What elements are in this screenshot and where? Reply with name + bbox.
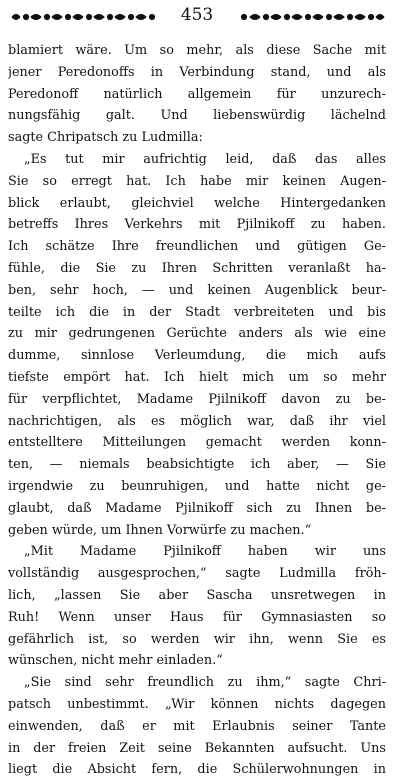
text-line: „Es tut mir aufrichtig leid, daß das alles [24, 151, 386, 167]
text-line: sagte Chripatsch zu Ludmilla: [8, 130, 203, 146]
text-line: blick erlaubt, gleichviel welche Hintergedanken [8, 195, 386, 211]
text-line: dumme, sinnlose Verleumdung, die mich aufs [8, 348, 386, 364]
text-line: nungsfähig galt. Und liebenswürdig lächelnd [8, 108, 386, 124]
text-line: ben, sehr hoch, — und keinen Augenblick beur- [8, 282, 386, 298]
text-line: „Sie sind sehr freundlich zu ihm,“ sagte Chri- [24, 675, 386, 691]
text-line: Ruh! Wenn unser Haus für Gymnasiasten so [8, 609, 386, 625]
text-line: blamiert wäre. Um so mehr, als diese Sache mit [8, 43, 386, 58]
text-line: liegt die Absicht fern, die Schülerwohnungen in [8, 762, 386, 778]
text-line: gefährlich ist, so werden wir ihn, wenn Sie es [8, 631, 386, 647]
page-header [8, 4, 386, 28]
ornament-right-icon [236, 12, 386, 22]
text-line: Ich schätze Ihre freundlichen und gütigen Ge- [8, 239, 386, 255]
text-line: entstelltere Mitteilungen gemacht werden konn- [8, 435, 386, 451]
text-line: für verpflichtet, Madame Pjilnikoff davon zu be- [8, 391, 386, 407]
text-line: einwenden, daß er mit Erlaubnis seiner Tante [8, 718, 386, 734]
text-line: lich, „lassen Sie aber Sascha unsretwegen in [8, 587, 386, 603]
body-text [8, 40, 386, 781]
text-line: tiefste empört hat. Ich hielt mich um so mehr [8, 369, 386, 385]
text-line: nachrichtigen, als es möglich war, daß ihr viel [8, 413, 386, 429]
text-line: glaubt, daß Madame Pjilnikoff sich zu Ihnen be- [8, 500, 386, 516]
text-line: teilte ich die in der Stadt verbreiteten und bis [8, 304, 386, 320]
text-line: patsch unbestimmt. „Wir können nichts dagegen [8, 696, 386, 712]
text-line: in der freien Zeit seine Bekannten aufsucht. Uns [8, 740, 386, 756]
text-line: wünschen, nicht mehr einladen.“ [8, 653, 223, 669]
text-line: „Mit Madame Pjilnikoff haben wir uns [24, 544, 386, 560]
text-line: irgendwie zu beunruhigen, und hatte nicht ge- [8, 478, 386, 494]
text-line: Peredonoff natürlich allgemein für unzurech- [8, 86, 386, 102]
text-line: fühle, die Sie zu Ihren Schritten veranlaßt ha- [8, 260, 386, 276]
text-line: jener Peredonoffs in Verbindung stand, und als [8, 64, 386, 80]
text-line: geben würde, um Ihnen Vorwürfe zu machen.“ [8, 522, 312, 538]
text-line: betreffs Ihres Verkehrs mit Pjilnikoff zu haben. [8, 217, 386, 233]
page-number: 453 [180, 5, 214, 25]
text-line: ten, — niemals beabsichtigte ich aber, — Sie [8, 457, 386, 473]
text-line: Sie so erregt hat. Ich habe mir keinen Augen- [8, 173, 386, 189]
text-line: vollständig ausgesprochen,“ sagte Ludmilla fröh- [8, 566, 386, 582]
text-line: zu mir gedrungenen Gerüchte anders als wie eine [8, 326, 386, 342]
